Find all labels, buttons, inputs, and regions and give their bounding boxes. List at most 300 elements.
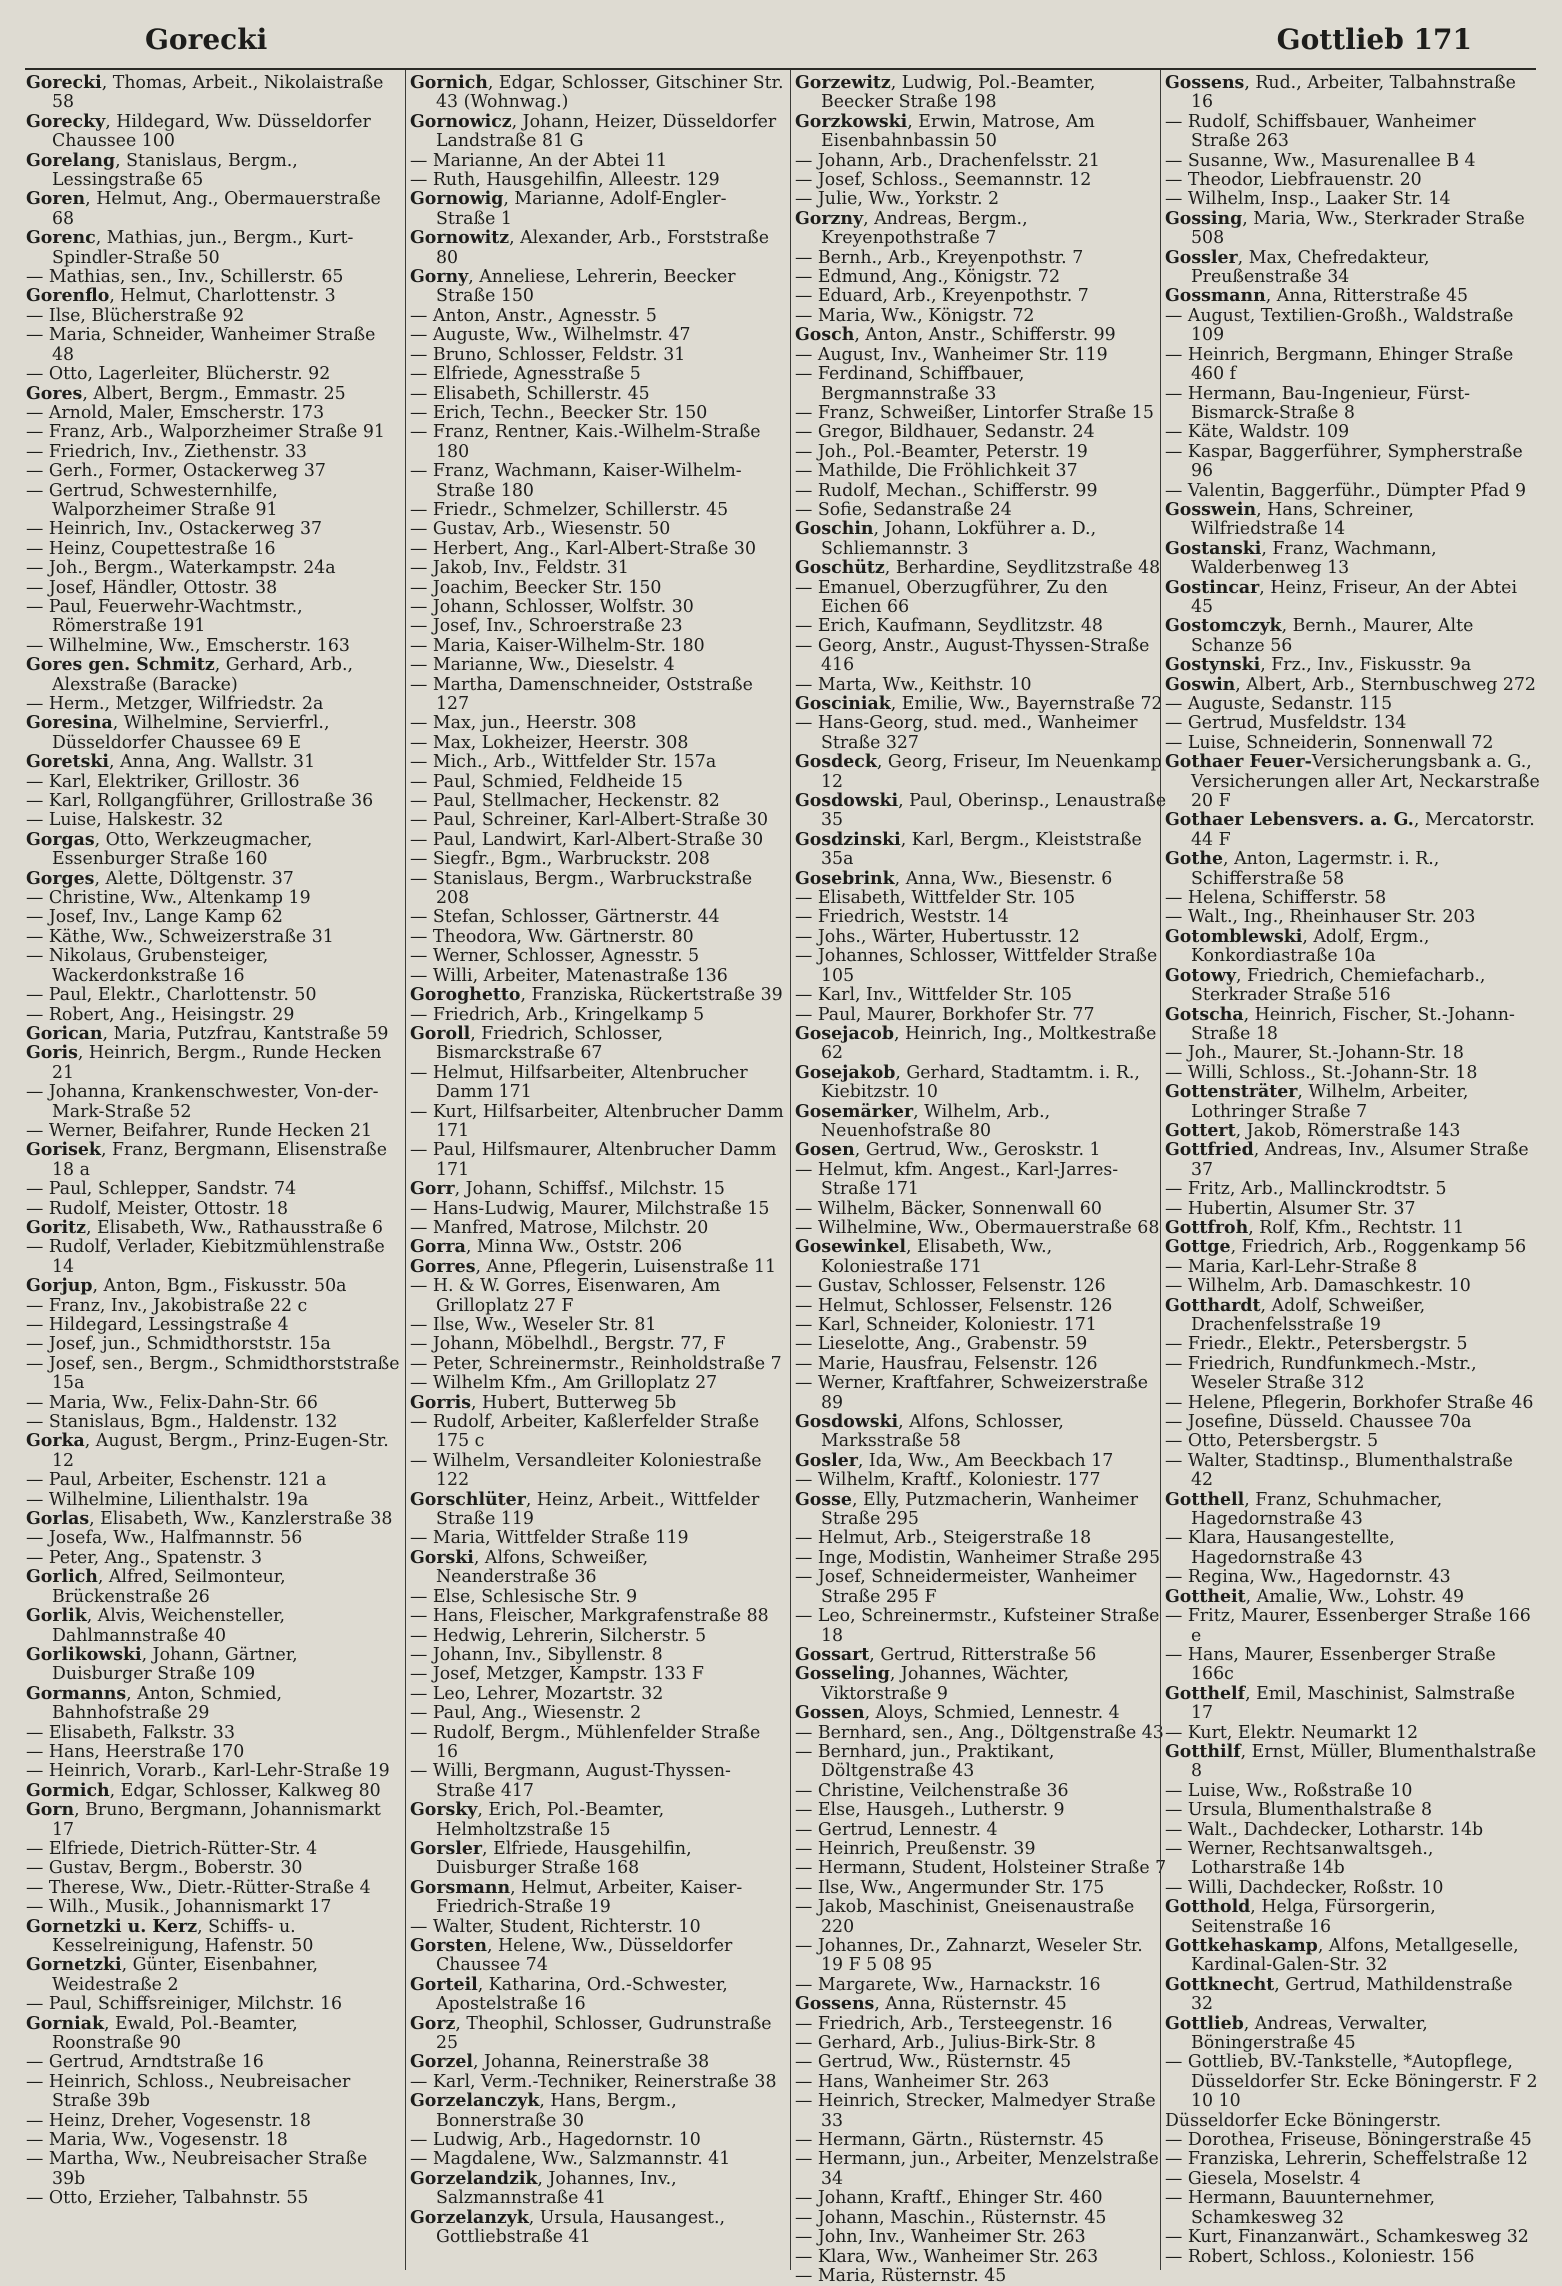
entry-details: , Adolf, Ergm., Konkordiastraße 10a	[1191, 926, 1430, 967]
entry-details: , Erwin, Matrose, Am Eisenbahnbassin 50	[821, 111, 1095, 152]
entry-details: — Elisabeth, Falkstr. 33	[26, 1722, 235, 1743]
directory-entry	[410, 1141, 785, 1180]
entry-details: , Johann, Heizer, Düsseldorfer Landstraße 81 G	[436, 111, 777, 152]
directory-entry	[795, 870, 1170, 889]
entry-surname: Gorelang	[26, 150, 116, 171]
entry-details: — Hans, Heerstraße 170	[26, 1741, 245, 1762]
entry-surname: Gorsmann	[410, 1877, 511, 1898]
entry-surname: Gorres	[410, 1256, 476, 1277]
directory-entry	[795, 1549, 1170, 1568]
directory-entry	[26, 598, 401, 637]
directory-entry	[26, 1471, 401, 1490]
entry-details: — Auguste, Sedanstr. 115	[1165, 694, 1393, 714]
entry-details: , Heinrich, Bergm., Runde Hecken 21	[52, 1043, 382, 1083]
directory-entry	[410, 637, 785, 656]
entry-details: , Anton, Bgm., Fiskusstr. 50a	[92, 1276, 347, 1297]
directory-entry	[795, 2034, 1170, 2053]
entry-surname: Gotowy	[1165, 965, 1236, 986]
entry-details: , Karl, Bergm., Kleiststraße 35a	[821, 829, 1142, 870]
directory-entry	[26, 1413, 401, 1432]
directory-entry	[795, 1529, 1170, 1548]
entry-details: — Heinrich, Preußenstr. 39	[795, 1838, 1036, 1859]
directory-entry	[26, 1025, 401, 1044]
directory-entry	[410, 831, 785, 850]
entry-surname: Gottfried	[1165, 1140, 1254, 1161]
directory-entry	[410, 1180, 785, 1199]
entry-details: , Bernh., Maurer, Alte Schanze 56	[1191, 616, 1474, 656]
directory-entry	[1165, 443, 1540, 482]
entry-details: , Anna, Ang. Wallstr. 31	[108, 752, 316, 773]
directory-entry	[410, 870, 785, 909]
entry-details: — Franz, Arb., Walporzheimer Straße 91	[26, 422, 385, 443]
entry-details: — Hubertin, Alsumer Str. 37	[1165, 1198, 1416, 1219]
entry-details: , Anton, Anstr., Schifferstr. 99	[854, 325, 1116, 346]
directory-entry	[1165, 171, 1540, 190]
directory-entry	[410, 540, 785, 559]
entry-details: — Theodora, Ww. Gärtnerstr. 80	[410, 926, 694, 947]
directory-entry	[1165, 1588, 1540, 1607]
entry-details: — Martha, Damenschneider, Oststraße 127	[410, 674, 753, 714]
directory-entry	[410, 2015, 785, 2054]
entry-details: — Arnold, Maler, Emscherstr. 173	[26, 402, 325, 423]
entry-details: — Josef, Schneidermeister, Wanheimer Straße 295 F	[795, 1567, 1137, 1607]
entry-surname: Gossing	[1165, 208, 1243, 229]
entry-surname: Gotthilf	[1165, 1741, 1241, 1762]
directory-entry	[1165, 1976, 1540, 2015]
entry-details: — Maria, Rüsternstr. 45	[795, 2265, 1007, 2284]
directory-entry	[26, 307, 401, 326]
directory-entry	[26, 1840, 401, 1859]
directory-entry	[1165, 1180, 1540, 1199]
directory-entry	[26, 1316, 401, 1335]
directory-entry	[26, 385, 401, 404]
entry-surname: Gosciniak	[795, 694, 891, 714]
entry-details: — Werner, Rechtsanwaltsgeh., Lotharstraße 14b	[1165, 1838, 1434, 1879]
directory-entry	[410, 1064, 785, 1103]
entry-details: — Ilse, Ww., Angermunder Str. 175	[795, 1877, 1105, 1898]
directory-entry	[1165, 1452, 1540, 1491]
entry-details: — Erich, Techn., Beecker Str. 150	[410, 402, 708, 423]
directory-entry	[795, 695, 1170, 714]
directory-entry	[1165, 540, 1540, 579]
directory-entry	[795, 1064, 1170, 1103]
directory-entry	[795, 287, 1170, 306]
entry-details: — Bernhard, sen., Ang., Döltgenstraße 43	[795, 1722, 1164, 1743]
directory-entry	[795, 1491, 1170, 1530]
directory-entry	[410, 268, 785, 307]
directory-entry	[26, 1995, 401, 2014]
entry-details: — Klara, Hausangestellte, Hagedornstraße 43	[1165, 1528, 1395, 1568]
entry-details: — Wilhelm, Kraftf., Koloniestr. 177	[795, 1470, 1101, 1491]
directory-entry	[795, 2053, 1170, 2072]
directory-entry	[26, 811, 401, 830]
entry-details: — Walt., Dachdecker, Lothar​str. 14b	[1165, 1819, 1484, 1840]
entry-details: — Paul, Arbeiter, Eschenstr. 121 a	[26, 1470, 327, 1491]
directory-entry	[1165, 2150, 1540, 2169]
entry-details: , Hubert, Butterweg 5b	[471, 1392, 677, 1413]
directory-entry	[26, 520, 401, 539]
entry-details: — Helene, Pflegerin, Borkhofer Straße 46	[1165, 1392, 1534, 1413]
directory-entry	[1165, 1432, 1540, 1451]
entry-details: — Werner, Schlosser, Agnesstr. 5	[410, 946, 700, 967]
running-header-left: Gorecki	[145, 23, 268, 56]
entry-surname: Gornowitz	[410, 228, 510, 249]
entry-details: — John, Inv., Wanheimer Str. 263	[795, 2227, 1086, 2248]
entry-details: , Theophil, Schlosser, Gudrunstraße 25	[436, 2013, 772, 2054]
directory-entry	[26, 947, 401, 986]
directory-entry	[410, 1588, 785, 1607]
entry-details: , Helmut, Charlottenstr. 3	[109, 286, 336, 307]
entry-surname: Gostincar	[1165, 577, 1260, 598]
entry-details: — Maria, Wittfelder Straße 119	[410, 1528, 689, 1549]
directory-entry	[26, 2015, 401, 2054]
entry-surname: Gormanns	[26, 1683, 127, 1704]
directory-entry	[410, 850, 785, 869]
entry-details: — Käte, Waldstr. 109	[1165, 422, 1350, 443]
entry-details: — Nikolaus, Grubensteiger, Wackerdonkstraße 16	[26, 946, 269, 986]
entry-details: — Maria, Kaiser-Wilhelm-Str. 180	[410, 635, 705, 656]
directory-entry	[1165, 579, 1540, 618]
entry-details: , Anna, Ritterstraße 45	[1265, 286, 1469, 307]
entry-details: — Bruno, Schlosser, Feldstr. 31	[410, 344, 686, 365]
directory-entry	[26, 792, 401, 811]
directory-entry	[26, 1956, 401, 1995]
directory-entry	[410, 404, 785, 423]
entry-surname: Gosdowski	[795, 1412, 899, 1433]
directory-entry	[26, 190, 401, 229]
entry-details: — Mathilde, Die Fröhlichkeit 37	[795, 461, 1078, 482]
entry-surname: Gothaer Feuer-	[1165, 752, 1312, 773]
directory-entry	[410, 1355, 785, 1374]
directory-entry	[410, 1335, 785, 1354]
directory-entry	[1165, 2131, 1540, 2150]
directory-entry	[26, 2131, 401, 2150]
entry-details: — Leo, Lehrer, Mozartstr. 32	[410, 1683, 664, 1704]
entry-surname: Gorski	[410, 1547, 474, 1568]
entry-details: — Herm., Metzger, Wilfriedstr. 2a	[26, 694, 324, 714]
entry-surname: Goritz	[26, 1217, 86, 1238]
directory-entry	[1165, 74, 1540, 113]
entry-details: , Franz, Wachmann, Walderbenweg 13	[1191, 538, 1437, 579]
directory-entry	[26, 2189, 401, 2208]
directory-entry	[1165, 928, 1540, 967]
entry-details: — Maria, Ww., Königstr. 72	[795, 305, 1035, 326]
directory-entry	[410, 1918, 785, 1937]
entry-details: — Mich., Arb., Wittfelder Str. 157a	[410, 752, 717, 773]
entry-surname: Goschin	[795, 519, 874, 540]
entry-details: — Walter, Stadtinsp., Blumenthalstraße 42	[1165, 1450, 1513, 1491]
directory-entry	[1165, 1083, 1540, 1122]
entry-details: , Andreas, Inv., Alsumer Straße 37	[1191, 1140, 1529, 1180]
entry-details: — Josef, Inv., Schroerstraße 23	[410, 616, 683, 637]
directory-entry	[410, 1840, 785, 1879]
entry-details: , Alfred, Seilmonteur, Brückenstraße 26	[52, 1567, 286, 1607]
directory-entry	[795, 443, 1170, 462]
directory-entry	[1165, 753, 1540, 811]
entry-surname: Gornich	[410, 74, 488, 93]
directory-entry	[26, 753, 401, 772]
directory-entry	[410, 1937, 785, 1976]
entry-details: , Jakob, Römerstraße 143	[1235, 1120, 1461, 1141]
entry-details: , Hans, Bergm., Bonnerstraße 30	[436, 2091, 677, 2131]
directory-entry	[410, 1665, 785, 1684]
directory-entry	[795, 753, 1170, 792]
entry-details: , Andreas, Verwalter, Böningerstraße 45	[1191, 2013, 1428, 2054]
entry-surname: Gosebrink	[795, 868, 895, 889]
directory-entry	[26, 2150, 401, 2189]
entry-surname: Gorsky	[410, 1800, 478, 1821]
directory-entry	[1165, 287, 1540, 306]
directory-entry	[26, 1044, 401, 1083]
directory-entry	[26, 113, 401, 152]
entry-details: , Ludwig, Pol.-Beamter, Beecker Straße 198	[821, 74, 1096, 113]
entry-surname: Gorzewitz	[795, 74, 891, 93]
directory-entry	[26, 365, 401, 384]
entry-details: — Kaspar, Baggerführer, Sympherstraße 96	[1165, 441, 1523, 482]
entry-surname: Goroll	[410, 1023, 471, 1044]
entry-surname: Gosdowski	[795, 791, 899, 812]
entry-details: — Stanislaus, Bgm., Haldenstr. 132	[26, 1412, 338, 1433]
directory-entry	[1165, 423, 1540, 442]
directory-entry	[410, 1006, 785, 1025]
entry-details: , Wilhelm, Arb., Neuenhofstraße 80	[821, 1101, 1051, 1141]
entry-details: — Maria, Karl-Lehr-Straße 8	[1165, 1256, 1418, 1277]
entry-details: , Edgar, Schlosser, Kalkweg 80	[109, 1780, 381, 1801]
entry-details: — Luise, Schneiderin, Sonnenwall 72	[1165, 732, 1494, 753]
entry-details: — Friedr., Schmelzer, Schillerstr. 45	[410, 499, 729, 520]
directory-entry	[410, 714, 785, 733]
directory-entry	[26, 1355, 401, 1394]
directory-entry	[795, 113, 1170, 152]
entry-details: — Heinrich, Strecker, Malmedyer Straße 33	[795, 2091, 1156, 2131]
entry-details: — Kurt, Hilfsarbeiter, Altenbrucher Damm 171	[410, 1101, 784, 1141]
directory-entry	[410, 462, 785, 501]
directory-entry	[410, 947, 785, 966]
entry-details: , Hans, Schreiner, Wilfriedstraße 14	[1191, 499, 1414, 540]
entry-details: — Fritz, Maurer, Essenberger Straße 166 e	[1165, 1606, 1531, 1646]
directory-entry	[1165, 1064, 1540, 1083]
entry-details: — Friedrich, Rundfunkmech.-Mstr., Weseler Straße 312	[1165, 1353, 1477, 1394]
directory-entry	[410, 967, 785, 986]
entry-surname: Gorny	[410, 267, 469, 288]
entry-details: Düsseldorfer Ecke Böningerstr.	[1165, 2110, 1442, 2131]
directory-entry	[795, 152, 1170, 171]
entry-details: , Bruno, Bergmann, Johannismarkt 17	[52, 1800, 381, 1840]
entry-details: , Thomas, Arbeit., Nikolaistraße 58	[52, 74, 384, 113]
entry-details: — Luise, Ww., Roßstraße 10	[1165, 1780, 1413, 1801]
entry-details: , Helene, Ww., Düsseldorfer Chaussee 74	[436, 1936, 733, 1976]
directory-entry	[410, 928, 785, 947]
entry-details: — Johann, Maschin., Rüsternstr. 45	[795, 2207, 1107, 2228]
entry-surname: Gothe	[1165, 849, 1224, 870]
directory-entry	[410, 2092, 785, 2131]
entry-details: , Gertrud, Ritterstraße 56	[869, 1644, 1097, 1665]
entry-details: , Elisabeth, Ww., Kanzlerstraße 38	[89, 1509, 393, 1530]
entry-surname: Gosswein	[1165, 499, 1257, 520]
directory-entry	[26, 1006, 401, 1025]
directory-entry	[26, 1918, 401, 1957]
directory-entry	[410, 152, 785, 171]
directory-entry	[410, 1238, 785, 1257]
directory-entry	[26, 1568, 401, 1607]
directory-entry	[26, 1180, 401, 1199]
entry-details: — Franz, Rentner, Kais.-Wilhelm-Straße 180	[410, 422, 761, 462]
entry-surname: Gotomblewski	[1165, 926, 1303, 947]
directory-entry	[1165, 1258, 1540, 1277]
entry-details: — Inge, Modistin, Wanheimer Straße 295	[795, 1547, 1161, 1568]
entry-details: — Gregor, Bildhauer, Sedanstr. 24	[795, 422, 1095, 443]
entry-details: — Wilhelmine, Ww., Emscherstr. 163	[26, 635, 350, 656]
entry-details: — Friedrich, Arb., Tersteegenstr. 16	[795, 2013, 1113, 2034]
entry-details: , Albert, Bergm., Emmastr. 25	[82, 383, 346, 404]
directory-entry	[795, 2228, 1170, 2247]
directory-entry	[795, 1374, 1170, 1413]
directory-entry	[26, 1219, 401, 1238]
directory-entry	[1165, 385, 1540, 424]
entry-surname: Gosen	[795, 1140, 855, 1161]
entry-details: , August, Bergm., Prinz-Eugen-Str. 12	[52, 1431, 389, 1471]
entry-surname: Gosseling	[795, 1664, 890, 1685]
entry-details: — Therese, Ww., Dietr.-Rütter-Straße 4	[26, 1877, 371, 1898]
entry-details: — Erich, Kaufmann, Seydlitzstr. 48	[795, 616, 1103, 637]
directory-entry	[1165, 1646, 1540, 1685]
entry-surname: Gorlas	[26, 1509, 90, 1530]
directory-entry	[1165, 1413, 1540, 1432]
directory-entry	[795, 171, 1170, 190]
directory-entry	[795, 520, 1170, 559]
entry-details: — Josef, Inv., Lange Kamp 62	[26, 907, 283, 928]
entry-surname: Gotscha	[1165, 1004, 1244, 1025]
entry-details: , Johanna, Reinerstraße 38	[473, 2052, 710, 2073]
entry-details: — Paul, Hilfsmaurer, Altenbrucher Damm 171	[410, 1140, 777, 1180]
entry-surname: Gotthardt	[1165, 1295, 1261, 1316]
entry-surname: Goretski	[26, 752, 109, 773]
entry-details: , Gerhard, Arb., Alexstraße (Baracke)	[52, 655, 354, 695]
entry-details: , Helmut, Ang., Obermauerstraße 68	[52, 189, 381, 229]
entry-details: , Maria, Putzfrau, Kantstraße 59	[102, 1023, 389, 1044]
directory-entry	[795, 2073, 1170, 2092]
entry-details: — Werner, Kraftfahrer, Schweizerstraße 89	[795, 1373, 1149, 1413]
directory-entry	[26, 229, 401, 268]
directory-entry	[26, 2053, 401, 2072]
entry-details: — Johanna, Krankenschwester, Von-der-Mark-Straße 52	[26, 1082, 379, 1122]
directory-entry	[795, 346, 1170, 365]
entry-details: , Wilhelm, Arbeiter, Lothringer Straße 7	[1191, 1082, 1469, 1122]
directory-entry	[795, 1782, 1170, 1801]
entry-details: — Magdalene, Ww., Salzmannstr. 41	[410, 2149, 731, 2170]
entry-details: , Aloys, Schmied, Lennestr. 4	[864, 1703, 1120, 1724]
entry-details: — August, Inv., Wanheimer Str. 119	[795, 344, 1108, 365]
entry-details: — Heinrich, Bergmann, Ehinger Straße 460 f	[1165, 344, 1514, 385]
directory-entry	[26, 268, 401, 287]
directory-entry	[795, 1821, 1170, 1840]
directory-entry	[795, 365, 1170, 404]
directory-entry	[795, 1976, 1170, 1995]
entry-surname: Goroghetto	[410, 985, 521, 1006]
directory-entry	[26, 714, 401, 753]
directory-entry	[410, 1200, 785, 1219]
directory-entry	[410, 1374, 785, 1393]
directory-entry	[795, 617, 1170, 636]
directory-entry	[1165, 695, 1540, 714]
entry-details: — Gerhard, Arb., Julius-Birk-Str. 8	[795, 2033, 1096, 2054]
directory-entry	[1165, 2228, 1540, 2247]
directory-entry	[410, 423, 785, 462]
entry-surname: Gorris	[410, 1392, 472, 1413]
directory-entry	[1165, 482, 1540, 501]
directory-entry	[1165, 1277, 1540, 1296]
entry-details: — Paul, Schmied, Feldheide 15	[410, 771, 683, 792]
entry-details: — Rudolf, Mechan., Schifferstr. 99	[795, 480, 1098, 501]
entry-details: — Josef, Metzger, Kampstr. 133 F	[410, 1664, 704, 1685]
entry-details: — Theodor, Liebfrauenstr. 20	[1165, 170, 1422, 191]
entry-details: — Christine, Ww., Altenkamp 19	[26, 888, 311, 909]
entry-details: — Johann, Schlosser, Wolfstr. 30	[410, 596, 694, 617]
directory-entry	[795, 1141, 1170, 1160]
entry-surname: Gosch	[795, 325, 855, 346]
directory-entry	[795, 462, 1170, 481]
entry-details: — Stanislaus, Bergm., Warbruckstraße 208	[410, 868, 753, 909]
directory-entry	[795, 1840, 1170, 1859]
entry-details: — Ruth, Hausgehilfin, Alleestr. 129	[410, 170, 720, 191]
directory-entry	[795, 423, 1170, 442]
entry-details: — Wilhelm, Versandleiter Koloniestraße 122	[410, 1450, 762, 1491]
entry-details: — Helena, Schifferstr. 58	[1165, 888, 1387, 909]
entry-surname: Gossens	[795, 1994, 875, 2015]
directory-entry	[410, 1491, 785, 1530]
entry-details: , Helmut, Arbeiter, Kaiser-Friedrich-Straße 19	[436, 1877, 743, 1918]
entry-surname: Gosse	[795, 1489, 852, 1510]
entry-details: , Friedrich, Schlosser, Bismarckstraße 67	[436, 1023, 663, 1064]
entry-details: , Frz., Inv., Fiskusstr. 9a	[1260, 655, 1472, 676]
directory-entry	[1165, 1529, 1540, 1568]
entry-details: — Paul, Ang., Wiesenstr. 2	[410, 1703, 642, 1724]
entry-details: — Johann, Inv., Sibyllenstr. 8	[410, 1644, 663, 1665]
entry-details: — Max, Lokheizer, Heerstr. 308	[410, 732, 689, 753]
entry-surname: Gothaer Lebensvers. a. G.	[1165, 810, 1414, 831]
entry-surname: Gossler	[1165, 247, 1238, 268]
entry-details: — Rudolf, Schiffsbauer, Wanheimer Straße 263	[1165, 111, 1476, 152]
directory-entry	[26, 1762, 401, 1781]
directory-entry	[795, 1277, 1170, 1296]
entry-details: — Otto, Petersbergstr. 5	[1165, 1431, 1379, 1452]
entry-surname: Gostynski	[1165, 655, 1261, 676]
directory-entry	[410, 617, 785, 636]
entry-details: , Ernst, Müller, Blumenthalstraße 8	[1191, 1741, 1537, 1782]
entry-details: — Peter, Schreinermstr., Reinholdstraße 7	[410, 1353, 782, 1374]
directory-entry	[26, 928, 401, 947]
entry-details: , Anton, Lagermstr. i. R., Schifferstraße 58	[1191, 849, 1440, 889]
directory-entry	[795, 2015, 1170, 2034]
entry-details: , Katharina, Ord.-Schwester, Apostelstraße 16	[436, 1974, 728, 2015]
entry-surname: Gossens	[1165, 74, 1245, 93]
directory-entry	[795, 249, 1170, 268]
entry-details: — Martha, Ww., Neubreisacher Straße 39b	[26, 2149, 368, 2189]
directory-entry	[795, 947, 1170, 986]
entry-details: — Ursula, Blumenthalstraße 8	[1165, 1800, 1433, 1821]
entry-details: — Otto, Lagerleiter, Blücherstr. 92	[26, 364, 331, 385]
entry-details: — Hans, Maurer, Essenberger Straße 166c	[1165, 1644, 1496, 1685]
entry-details: , Heinrich, Ing., Moltkestraße 62	[821, 1023, 1157, 1064]
entry-details: , Minna Ww., Oststr. 206	[465, 1237, 683, 1258]
directory-entry	[26, 462, 401, 481]
directory-entry	[795, 210, 1170, 249]
entry-details: , Ewald, Pol.-Beamter, Roonstraße 90	[52, 2013, 298, 2054]
entry-details: , Alexander, Arb., Forststraße 80	[436, 228, 770, 268]
directory-entry	[795, 1161, 1170, 1200]
entry-details: , Johann, Schiffsf., Milchstr. 15	[454, 1179, 725, 1200]
directory-entry	[26, 1549, 401, 1568]
